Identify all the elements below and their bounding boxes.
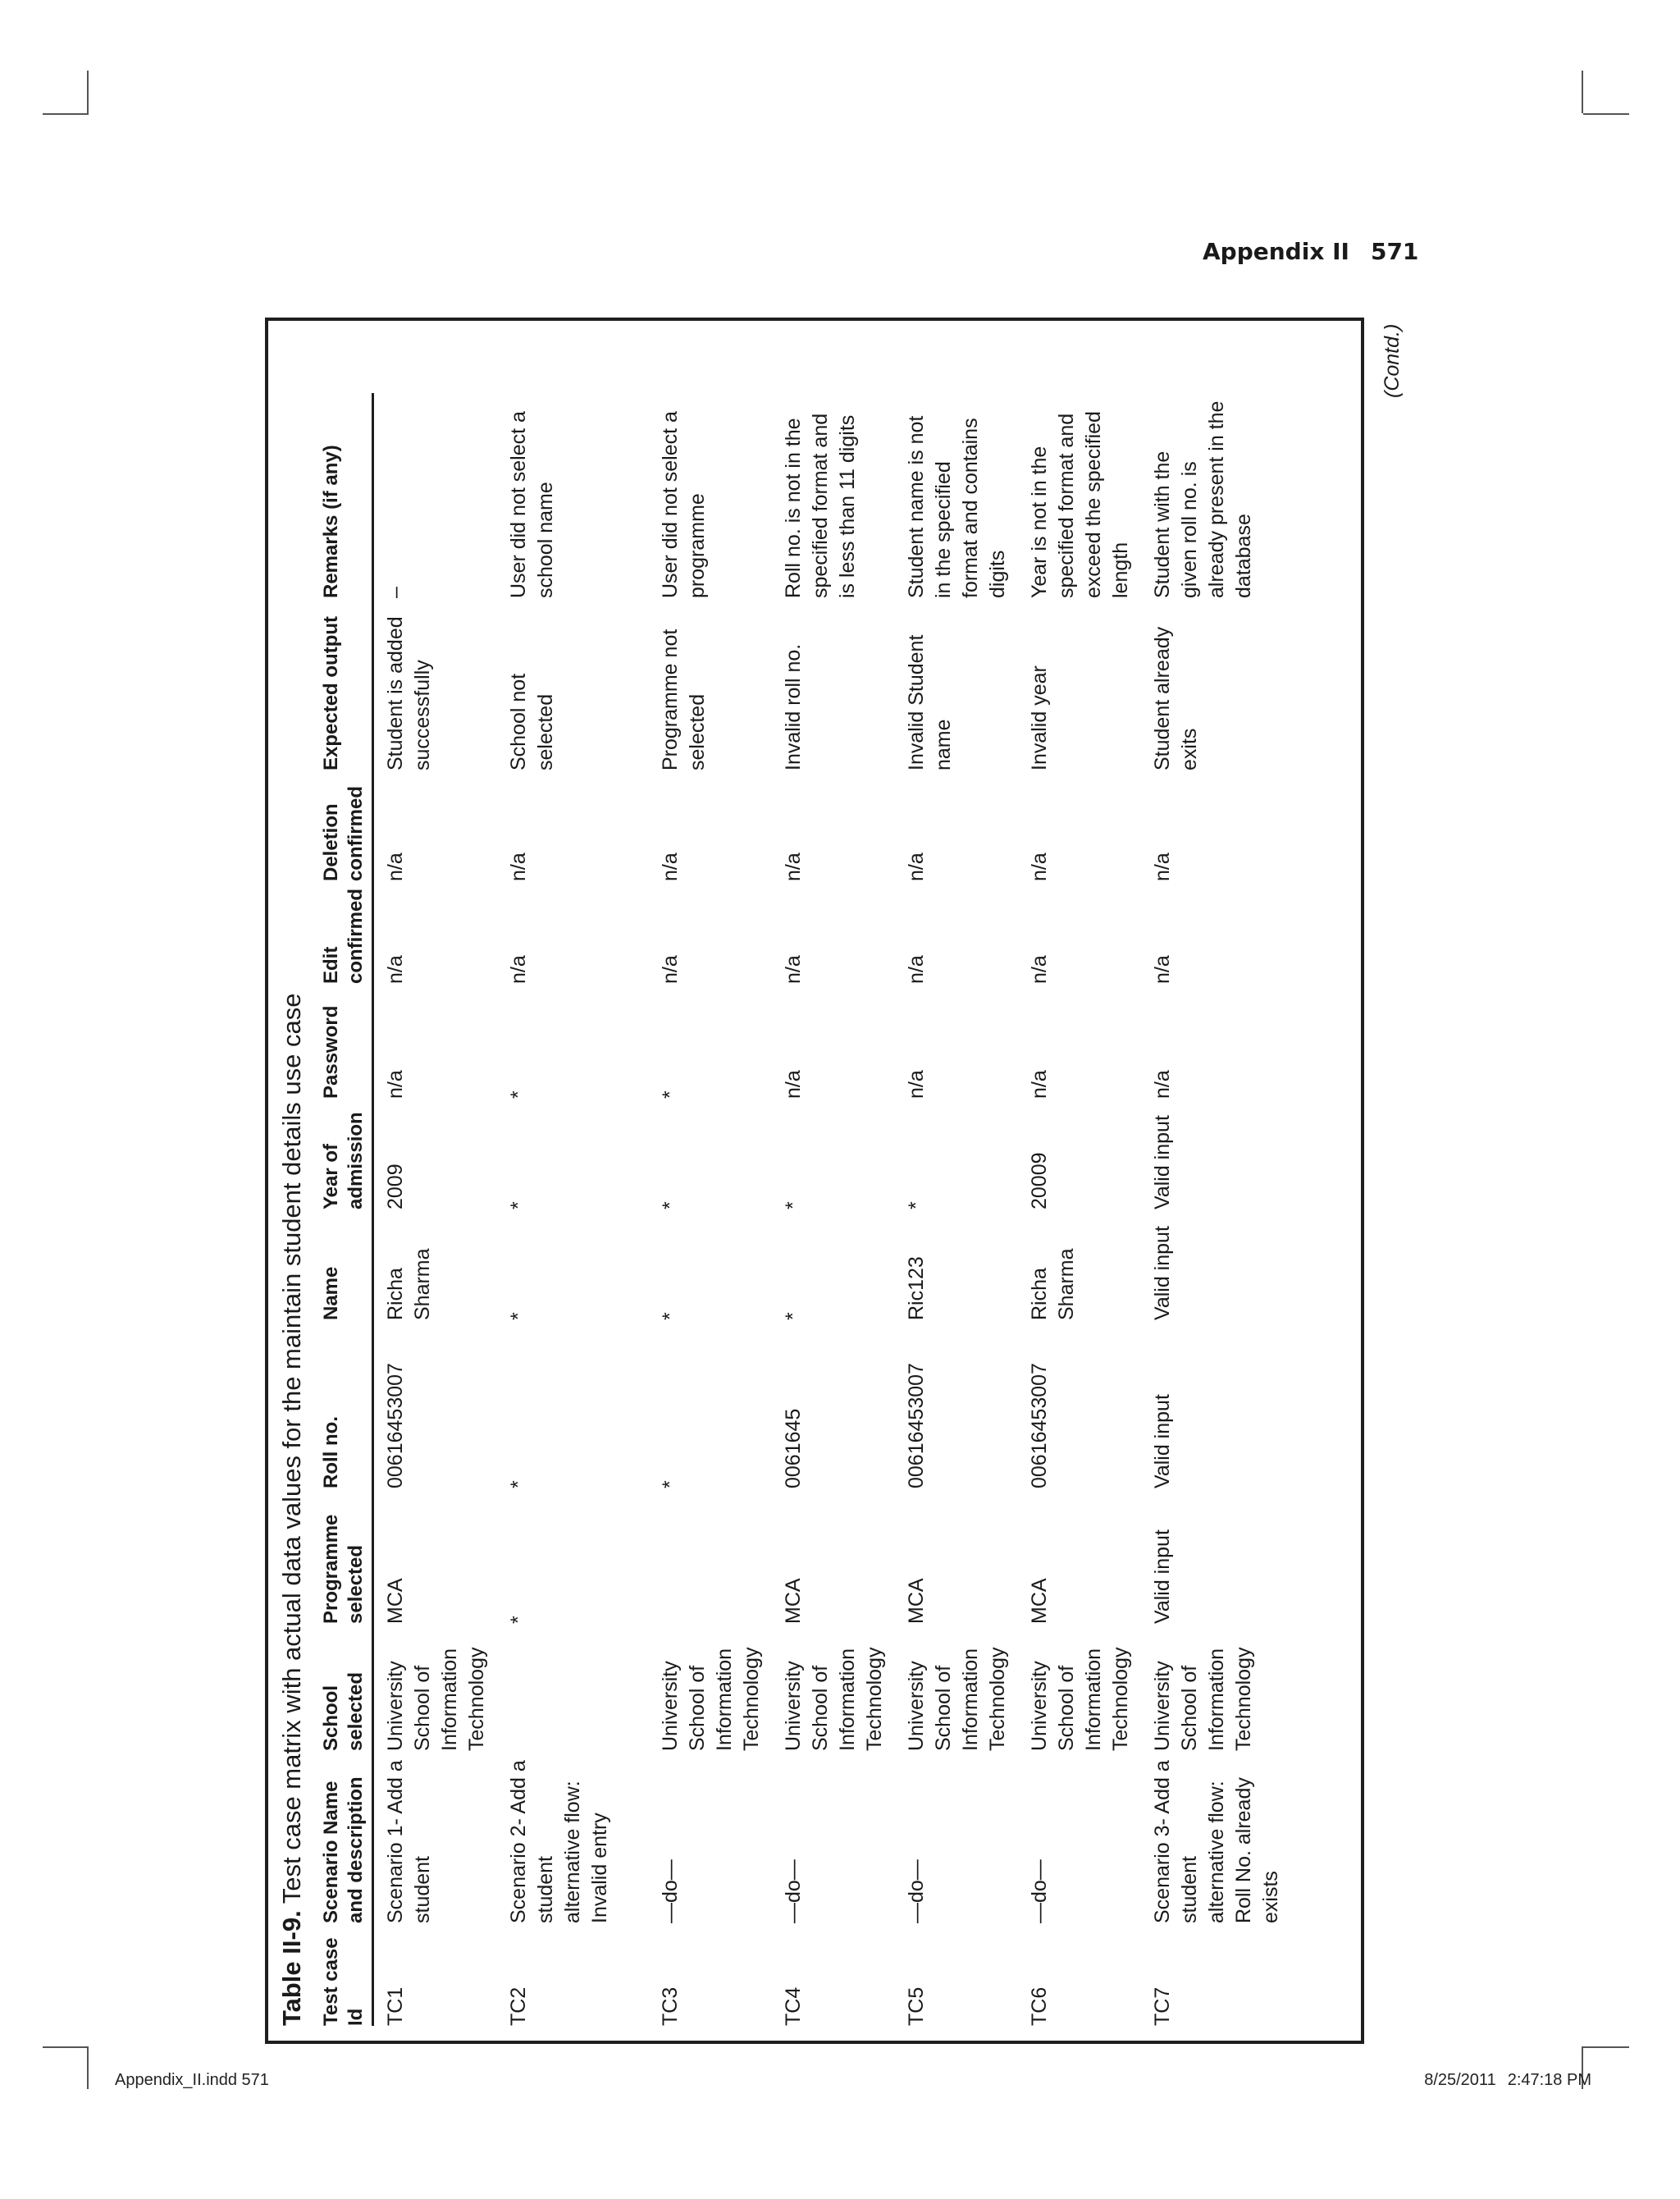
table-cell: MCA [1028,1578,1051,1624]
table-cell: TC3 [659,1986,682,2026]
table-cell: Programme not selected [659,629,709,770]
table-row [1018,393,1141,2026]
slug-timestamp [1354,2071,1591,2090]
table-cell: 00616453007 [1028,1363,1051,1488]
table-cell: TC6 [1028,1986,1051,2026]
column-header: Programme selected [320,1514,367,1624]
table-cell: n/a [507,955,530,984]
table-caption [276,336,309,2026]
table-cell: User did not select a school name [507,411,557,598]
table-cell: * [507,1090,530,1099]
table-cell: n/a [659,853,682,881]
table-caption-label: Table II-9. [277,1910,306,2026]
table-cell: * [507,1480,530,1488]
table-cell: n/a [1151,1070,1174,1099]
running-head [1203,238,1419,271]
table-header-row [319,393,373,2026]
table-row [497,393,649,2026]
column-header: Remarks (if any) [320,445,342,598]
table-cell: Valid input [1151,1394,1174,1488]
table-row [772,393,895,2026]
table-caption-text: Test case matrix with actual data values for the maintain student details use case [277,993,306,1904]
table-cell: * [905,1201,928,1209]
table-cell: Year is not in the specified format and exceed the specified length [1028,411,1132,598]
slug-date: 8/25/2011 [1424,2071,1496,2089]
table-cell: Student is added successfully [384,616,434,770]
table-cell: Student with the given roll no. is already present in the database [1151,400,1255,598]
slug-time: 2:47:18 PM [1507,2071,1591,2089]
table-cell: Ric123 [905,1256,928,1320]
table-cell: – [384,587,407,598]
table-cell [649,1488,772,1624]
table-row [373,393,498,2026]
table-cell: —do— [659,1859,682,1923]
table-cell: University School of Information Technology [384,1647,488,1751]
table-cell: * [507,1201,530,1209]
column-header: Edit confirmed [320,888,367,984]
table-frame [265,318,1364,2044]
table-cell: TC7 [1151,1986,1174,2026]
test-case-table [319,393,1285,2026]
table-cell: n/a [1151,853,1174,881]
table-cell: n/a [782,1070,805,1099]
table-cell: Invalid Student name [905,634,955,770]
table-cell: n/a [659,955,682,984]
column-header: Year of admission [320,1112,367,1209]
column-header: Roll no. [320,1416,342,1488]
table-cell: n/a [1028,853,1051,881]
table-cell: Valid input [1151,1226,1174,1320]
table-cell: School not selected [507,673,557,770]
table-row [895,393,1018,2026]
table-cell: * [659,1480,682,1488]
table-cell: University School of Information Technology [1028,1647,1132,1751]
table-cell: 0061645 [782,1408,805,1488]
table-cell: TC4 [782,1986,805,2026]
crop-mark [87,2046,89,2089]
table-cell: —do— [782,1859,805,1923]
table-cell: 20009 [1028,1152,1051,1209]
table-cell: University School of Information Technology [1151,1647,1255,1751]
table-cell: Roll no. is not in the specified format and is less than 11 digits [782,413,859,598]
table-row [1141,393,1285,2026]
table-cell: 00616453007 [905,1363,928,1488]
table-cell: University School of Information Technology [782,1647,886,1751]
table-cell: * [507,1312,530,1320]
table-cell: User did not select a programme [659,411,709,598]
table-cell: Richa Sharma [384,1248,434,1320]
column-header: Deletion confirmed [320,785,367,881]
table-cell: n/a [1028,955,1051,984]
table-cell: Invalid year [1028,665,1051,770]
table-cell: 00616453007 [384,1363,407,1488]
crop-mark [1582,71,1583,113]
table-cell: n/a [1151,955,1174,984]
table-cell: —do— [1028,1859,1051,1923]
table-cell: Scenario 2- Add a student alternative flow: Invalid entry [507,1760,611,1923]
table-cell: * [782,1312,805,1320]
continued-label: (Contd.) [1381,323,1404,398]
table-cell: Scenario 3- Add a student alternative flow: Roll No. already exists [1151,1760,1282,1923]
table-cell: Valid input [1151,1115,1174,1209]
table-cell: Invalid roll no. [782,643,805,770]
table-cell: n/a [905,1070,928,1099]
table-cell: MCA [782,1578,805,1624]
table-cell: University School of Information Technology [659,1647,763,1751]
crop-mark [43,113,89,115]
table-cell: n/a [782,955,805,984]
table-cell: University School of Information Technology [905,1647,1009,1751]
table-cell: MCA [905,1578,928,1624]
crop-mark [1583,113,1629,115]
table-cell [497,1624,649,1751]
table-cell: n/a [507,853,530,881]
table-cell: * [659,1312,682,1320]
table-cell: * [507,1616,530,1624]
table-cell: n/a [905,955,928,984]
column-header: Name [320,1266,342,1320]
column-header: Test case Id [320,1937,367,2026]
column-header: Password [320,1005,342,1099]
table-cell: n/a [384,853,407,881]
page-number: 571 [1370,238,1419,265]
column-header: Expected output [320,615,342,770]
table-cell: Student already exits [1151,626,1201,770]
table-cell: Student name is not in the specified format and contains digits [905,415,1009,598]
table-row [649,393,772,2026]
table-cell: —do— [905,1859,928,1923]
table-cell: Scenario 1- Add a student [384,1760,434,1923]
slug-file: Appendix_II.indd 571 [115,2071,269,2089]
table-cell: * [782,1201,805,1209]
table-cell: MCA [384,1578,407,1624]
table-cell: n/a [384,1070,407,1099]
table-cell: * [659,1201,682,1209]
table-cell: TC5 [905,1986,928,2026]
table-cell: n/a [384,955,407,984]
table-cell: n/a [905,853,928,881]
table-cell: n/a [1028,1070,1051,1099]
table-cell: Valid input [1151,1529,1174,1624]
crop-mark [87,71,89,113]
column-header: Scenario Name and description [320,1776,367,1923]
table-cell: 2009 [384,1164,407,1209]
table-cell: TC2 [507,1986,530,2026]
table-cell: TC1 [384,1986,407,2026]
running-head-title: Appendix II [1203,238,1349,265]
rotated-table-panel [268,321,1361,2041]
crop-mark [1583,2046,1629,2048]
table-cell: n/a [782,853,805,881]
table-cell: * [659,1090,682,1099]
crop-mark [43,2046,89,2048]
continued-note [1381,316,1402,398]
table-cell: Richa Sharma [1028,1248,1078,1320]
column-header: School selected [320,1671,367,1751]
